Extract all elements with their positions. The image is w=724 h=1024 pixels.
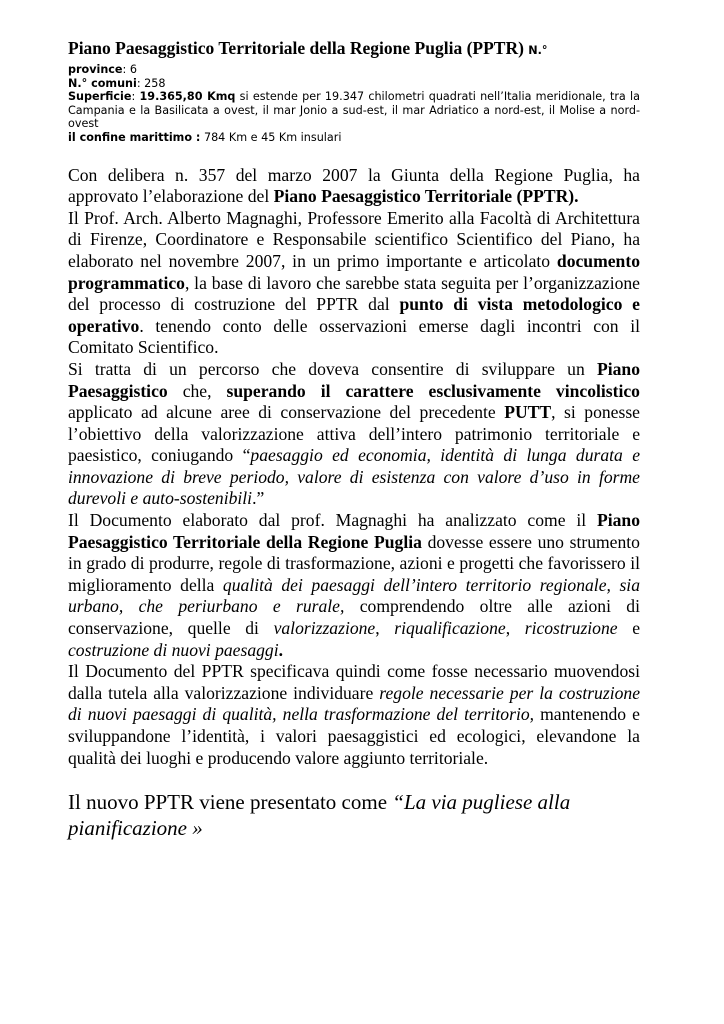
superficie-label: Superficie — [68, 90, 132, 104]
paragraph-2 — [68, 208, 640, 359]
p4-text-e: comprendendo oltre alle azioni di conservazione, quelle di — [68, 596, 640, 639]
p2-bold-b: documento programmatico — [68, 250, 640, 293]
title-text: Piano Paesaggistico Territoriale della Regione Puglia (PPTR) — [68, 38, 524, 58]
p2-text-a: Il Prof. Arch. Alberto Magnaghi, Professore Emerito alla Facoltà di Architettura di Firenze, Coordinatore e Responsabile scientifico Scientifico del Piano, ha elaborato nel novembre 2007, in un primo importante e articolato — [68, 207, 640, 271]
p3-italic-h: paesaggio ed economia, identità di lunga durata e innovazione di breve periodo, valore di esistenza con valore d’uso in forme durevoli e auto-sostenibili — [68, 445, 641, 509]
p5-text-c: mantenendo e sviluppandone l’identità, i valori paesaggistici ed ecologici, elevandone la qualità dei luoghi e producendo valore aggiunto territoriale. — [68, 704, 640, 768]
p3-text-g: , si ponesse l’obiettivo della valorizzazione attiva dell’intero patrimonio territoriale e paesistico, coniugando “ — [68, 402, 640, 466]
p4-italic-f: valorizzazione — [273, 618, 376, 639]
p1-text: Con delibera n. 357 del marzo 2007 la Giunta della Regione Puglia, ha approvato l’elaborazione del — [68, 164, 640, 207]
comuni-value: : 258 — [136, 76, 166, 90]
p3-text-e: applicato ad alcune aree di conservazione del precedente — [68, 402, 505, 423]
p5-italic-b: regole necessarie per la costruzione di nuovi paesaggi di qualità, nella trasformazione del territorio, — [68, 682, 640, 725]
confine-label: il confine marittimo : — [68, 130, 201, 144]
p1-bold: Piano Paesaggistico Territoriale (PPTR). — [273, 186, 579, 207]
p4-bold-m: . — [278, 639, 284, 660]
p4-italic-l: costruzione di nuovi paesaggi — [68, 639, 279, 660]
p4-text-c: dovesse essere uno strumento in grado di produrre, regole di trasformazione, azioni e progetti che favorissero il miglioramento della — [68, 531, 640, 595]
confine-line — [68, 131, 640, 145]
paragraph-1 — [68, 165, 640, 208]
closing-statement — [68, 789, 640, 841]
p3-bold-b: Piano Paesaggistico — [68, 358, 640, 401]
superficie-line — [68, 90, 640, 131]
body-text — [68, 165, 640, 770]
closing-italic: “La via pugliese alla pianificazione » — [68, 790, 571, 841]
superficie-value: 19.365,80 Kmq — [139, 90, 236, 104]
p3-text-i: .” — [252, 488, 265, 509]
p4-italic-j: ricostruzione — [524, 618, 618, 639]
paragraph-3 — [68, 359, 640, 510]
p4-text-g: , — [375, 618, 395, 639]
p3-text-a: Si tratta di un percorso che doveva consentire di sviluppare un — [68, 358, 597, 379]
province-value: : 6 — [122, 63, 137, 76]
confine-value: 784 Km e 45 Km insulari — [200, 130, 342, 144]
superficie-sep: : — [131, 90, 140, 104]
p2-text-c: , la base di lavoro che sarebbe stata seguita per l’organizzazione del processo di costruzione del PPTR dal — [68, 272, 640, 315]
p4-italic-h: riqualificazione — [394, 618, 506, 639]
p4-text-k: e — [617, 618, 641, 639]
document-title — [68, 36, 640, 63]
p4-bold-b: Piano Paesaggistico Territoriale della Regione Puglia — [68, 510, 640, 552]
p4-text-a: Il Documento elaborato dal prof. Magnaghi ha analizzato come il — [68, 510, 597, 531]
p4-italic-d: qualità dei paesaggi dell’intero territorio regionale, sia urbano, che periurbano e rurale, — [68, 574, 640, 617]
superficie-desc: si estende per 19.347 chilometri quadrati nell’Italia meridionale, tra la Campania e la Basilicata a ovest, il mar Jonio a sud-est, il mar Adriatico a nord-est, il Molise a nord-ovest — [68, 90, 640, 131]
comuni-label: N.° comuni — [68, 76, 137, 90]
province-label: province — [68, 63, 123, 76]
n-label: N.° — [528, 44, 548, 57]
closing-text: Il nuovo PPTR viene presentato come — [68, 790, 393, 815]
paragraph-5 — [68, 661, 640, 769]
province-line — [68, 63, 640, 77]
p3-bold-f: PUTT — [504, 402, 552, 423]
p5-text-a: Il Documento del PPTR specificava quindi come fosse necessario muovendosi dalla tutela alla valorizzazione individuare — [68, 661, 640, 703]
comuni-line — [68, 77, 640, 91]
p2-bold-d: punto di vista metodologico e operativo — [68, 294, 640, 336]
paragraph-4 — [68, 510, 640, 661]
metadata-block — [68, 63, 640, 145]
p3-bold-d: superando il carattere esclusivamente vincolistico — [226, 380, 640, 401]
p2-text-e: . tenendo conto delle osservazioni emerse dagli incontri con il Comitato Scientifico. — [68, 315, 640, 358]
p3-text-c: che, — [167, 380, 227, 401]
p4-text-i: , — [505, 618, 525, 639]
